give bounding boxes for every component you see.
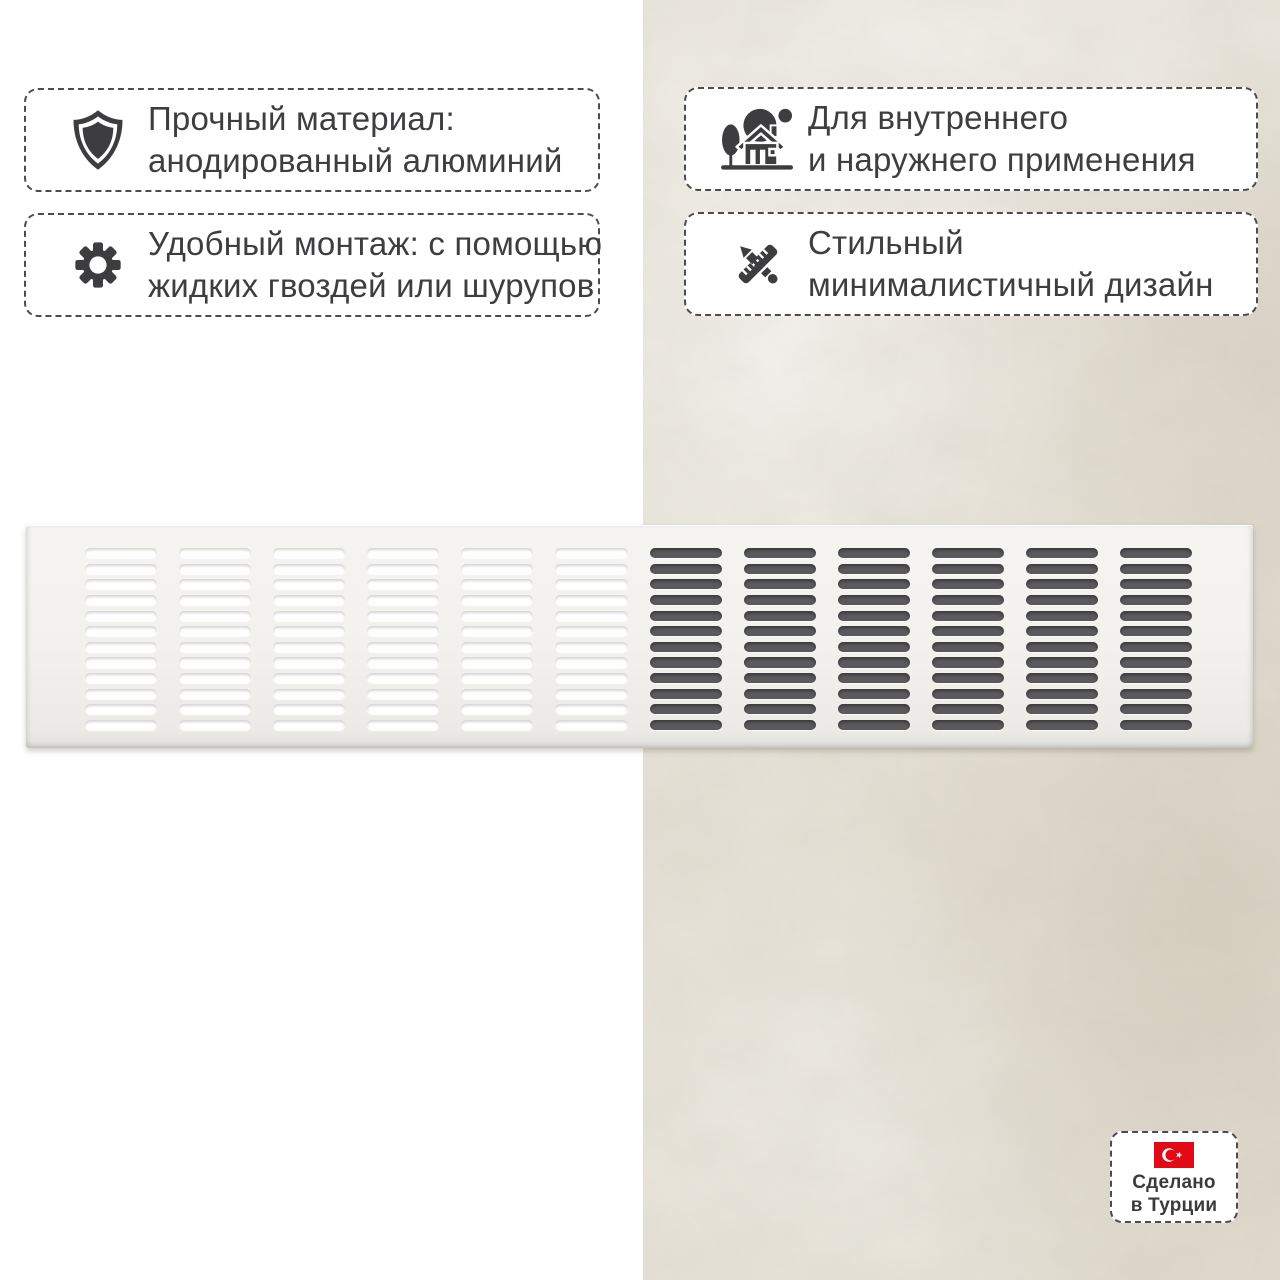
grille-slot bbox=[1120, 689, 1192, 699]
grille-slot bbox=[273, 564, 345, 574]
grille-slot bbox=[85, 595, 157, 605]
grille-slot bbox=[1120, 673, 1192, 683]
grille-slot bbox=[85, 657, 157, 667]
grille-slot bbox=[367, 657, 439, 667]
grille-slot bbox=[273, 626, 345, 636]
grille-slot bbox=[555, 657, 627, 667]
grille-slot bbox=[650, 720, 722, 730]
grille-slot bbox=[461, 548, 533, 558]
grille-slot bbox=[650, 626, 722, 636]
grille-slot bbox=[461, 673, 533, 683]
grille-slot bbox=[1026, 689, 1098, 699]
grille-slot bbox=[461, 611, 533, 621]
grille-slot bbox=[1026, 626, 1098, 636]
grille-slot bbox=[461, 689, 533, 699]
grille-slot bbox=[744, 704, 816, 714]
turkey-flag-icon bbox=[1154, 1142, 1194, 1168]
grille-slot bbox=[1120, 548, 1192, 558]
pencil-ruler-icon bbox=[718, 233, 798, 295]
grille-slot bbox=[650, 611, 722, 621]
grille-slot bbox=[744, 720, 816, 730]
grille-slot bbox=[1120, 579, 1192, 589]
grille-slot bbox=[744, 642, 816, 652]
grille-slot bbox=[838, 626, 910, 636]
grille-slot bbox=[367, 626, 439, 636]
grille-slot bbox=[555, 626, 627, 636]
feature-line: Прочный материал: bbox=[148, 100, 455, 137]
grille-slot bbox=[838, 595, 910, 605]
grille-slot bbox=[273, 673, 345, 683]
grille-slot bbox=[85, 611, 157, 621]
grille-slot bbox=[932, 564, 1004, 574]
grille-slot bbox=[85, 704, 157, 714]
grille-slot bbox=[273, 579, 345, 589]
grille-slot bbox=[1026, 657, 1098, 667]
grille-slot bbox=[555, 704, 627, 714]
grille-slot bbox=[85, 626, 157, 636]
grille-slot bbox=[555, 673, 627, 683]
grille-slot bbox=[179, 704, 251, 714]
grille-slot bbox=[273, 595, 345, 605]
grille-slot bbox=[838, 689, 910, 699]
grille-slot bbox=[367, 611, 439, 621]
grille-slot bbox=[932, 642, 1004, 652]
grille-slot bbox=[179, 720, 251, 730]
grille-slot bbox=[367, 704, 439, 714]
grille-slot bbox=[367, 579, 439, 589]
grille-slot bbox=[744, 579, 816, 589]
grille-slot bbox=[1120, 704, 1192, 714]
grille-slot bbox=[1026, 642, 1098, 652]
grille-slot bbox=[744, 657, 816, 667]
grille-slot bbox=[273, 657, 345, 667]
grille-slot bbox=[1026, 548, 1098, 558]
grille-slot bbox=[650, 595, 722, 605]
grille-slot bbox=[555, 579, 627, 589]
grille-slot bbox=[932, 720, 1004, 730]
grille-slot bbox=[555, 689, 627, 699]
grille-slot bbox=[461, 720, 533, 730]
feature-box-design bbox=[684, 212, 1258, 316]
grille-slot bbox=[367, 548, 439, 558]
grille-slot bbox=[1026, 595, 1098, 605]
grille-slot bbox=[85, 642, 157, 652]
grille-slot bbox=[932, 673, 1004, 683]
grille-slot bbox=[1120, 564, 1192, 574]
grille-slot bbox=[650, 548, 722, 558]
grille-slot bbox=[367, 564, 439, 574]
feature-line: жидких гвоздей или шурупов bbox=[148, 267, 595, 304]
grille-slot bbox=[461, 704, 533, 714]
feature-line: Для внутреннего bbox=[808, 99, 1069, 136]
grille-slot bbox=[461, 642, 533, 652]
grille-slot bbox=[932, 704, 1004, 714]
grille-slot bbox=[273, 611, 345, 621]
grille-slot bbox=[744, 611, 816, 621]
grille-slot bbox=[650, 704, 722, 714]
grille-slot bbox=[555, 720, 627, 730]
grille-slot bbox=[1120, 720, 1192, 730]
feature-text-mounting bbox=[148, 223, 602, 307]
grille-slot bbox=[555, 564, 627, 574]
grille-slot bbox=[1026, 579, 1098, 589]
grille-slot bbox=[744, 564, 816, 574]
grille-slot bbox=[461, 564, 533, 574]
grille-slot bbox=[650, 689, 722, 699]
grille-slot bbox=[555, 642, 627, 652]
grille-slot bbox=[179, 642, 251, 652]
badge-text: Сделано bbox=[1132, 1172, 1216, 1193]
ventilation-grille-product-image bbox=[26, 525, 1253, 748]
grille-slot bbox=[1120, 642, 1192, 652]
feature-box-material bbox=[24, 88, 600, 192]
grille-slot bbox=[838, 611, 910, 621]
grille-slot bbox=[1120, 611, 1192, 621]
grille-slot bbox=[179, 689, 251, 699]
feature-box-indoor-outdoor bbox=[684, 87, 1258, 191]
feature-line: минималистичный дизайн bbox=[808, 266, 1214, 303]
house-outdoor-icon bbox=[718, 104, 798, 174]
grille-slot bbox=[1026, 720, 1098, 730]
grille-slot bbox=[932, 579, 1004, 589]
grille-slot bbox=[744, 626, 816, 636]
grille-slot bbox=[650, 579, 722, 589]
gear-icon bbox=[58, 234, 138, 296]
grille-slot bbox=[650, 642, 722, 652]
grille-slot bbox=[273, 689, 345, 699]
grille-slot bbox=[1026, 704, 1098, 714]
grille-slot bbox=[555, 595, 627, 605]
grille-slot bbox=[461, 657, 533, 667]
feature-line: и наружнего применения bbox=[808, 141, 1196, 178]
feature-box-mounting bbox=[24, 213, 603, 317]
grille-slot bbox=[367, 642, 439, 652]
grille-slot-grid bbox=[85, 548, 1192, 730]
grille-slot bbox=[1026, 611, 1098, 621]
grille-slot bbox=[85, 548, 157, 558]
feature-text-material bbox=[148, 98, 562, 182]
grille-slot bbox=[1120, 626, 1192, 636]
feature-text-design bbox=[808, 222, 1214, 306]
grille-slot bbox=[650, 657, 722, 667]
grille-slot bbox=[932, 611, 1004, 621]
grille-slot bbox=[555, 611, 627, 621]
grille-slot bbox=[85, 689, 157, 699]
grille-slot bbox=[273, 642, 345, 652]
grille-slot bbox=[367, 673, 439, 683]
grille-slot bbox=[838, 548, 910, 558]
grille-slot bbox=[179, 626, 251, 636]
grille-slot bbox=[744, 673, 816, 683]
grille-slot bbox=[179, 579, 251, 589]
grille-slot bbox=[1120, 657, 1192, 667]
grille-slot bbox=[179, 611, 251, 621]
grille-slot bbox=[1026, 564, 1098, 574]
grille-slot bbox=[367, 595, 439, 605]
feature-line: Стильный bbox=[808, 224, 964, 261]
grille-slot bbox=[85, 673, 157, 683]
grille-slot bbox=[179, 564, 251, 574]
grille-slot bbox=[179, 595, 251, 605]
grille-slot bbox=[744, 548, 816, 558]
grille-slot bbox=[838, 673, 910, 683]
grille-slot bbox=[932, 689, 1004, 699]
badge-text: в Турции bbox=[1130, 1195, 1218, 1216]
feature-line: Удобный монтаж: с помощью bbox=[148, 225, 603, 262]
grille-slot bbox=[273, 720, 345, 730]
grille-slot bbox=[555, 548, 627, 558]
grille-slot bbox=[838, 704, 910, 714]
shield-icon bbox=[58, 108, 138, 172]
grille-slot bbox=[838, 720, 910, 730]
grille-slot bbox=[744, 595, 816, 605]
grille-slot bbox=[461, 595, 533, 605]
grille-slot bbox=[1120, 595, 1192, 605]
grille-slot bbox=[650, 673, 722, 683]
grille-slot bbox=[932, 626, 1004, 636]
grille-slot bbox=[838, 579, 910, 589]
grille-slot bbox=[179, 548, 251, 558]
grille-slot bbox=[85, 720, 157, 730]
grille-slot bbox=[932, 657, 1004, 667]
feature-text-indoor-outdoor bbox=[808, 97, 1196, 181]
grille-slot bbox=[838, 657, 910, 667]
grille-slot bbox=[744, 689, 816, 699]
grille-slot bbox=[85, 564, 157, 574]
grille-slot bbox=[367, 720, 439, 730]
grille-slot bbox=[461, 579, 533, 589]
grille-slot bbox=[932, 548, 1004, 558]
grille-slot bbox=[1026, 673, 1098, 683]
grille-slot bbox=[179, 673, 251, 683]
grille-slot bbox=[461, 626, 533, 636]
feature-line: анодированный алюминий bbox=[148, 142, 563, 179]
made-in-turkey-badge bbox=[1110, 1131, 1238, 1223]
grille-slot bbox=[273, 704, 345, 714]
grille-slot bbox=[367, 689, 439, 699]
grille-slot bbox=[932, 595, 1004, 605]
grille-slot bbox=[838, 642, 910, 652]
grille-slot bbox=[838, 564, 910, 574]
grille-slot bbox=[273, 548, 345, 558]
grille-slot bbox=[179, 657, 251, 667]
grille-slot bbox=[85, 579, 157, 589]
grille-slot bbox=[650, 564, 722, 574]
